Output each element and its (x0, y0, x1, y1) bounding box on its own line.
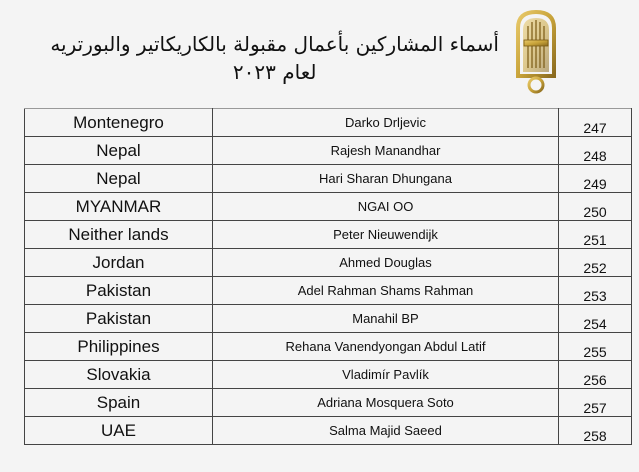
table-row (25, 221, 632, 249)
table-row (25, 305, 632, 333)
number-cell: 249 (559, 165, 632, 193)
country-cell: Pakistan (25, 277, 213, 305)
name-cell: Hari Sharan Dhungana (213, 165, 559, 193)
table-row (25, 361, 632, 389)
table-row (25, 109, 632, 137)
number-cell: 251 (559, 221, 632, 249)
name-cell: Peter Nieuwendijk (213, 221, 559, 249)
number-cell: 255 (559, 333, 632, 361)
country-cell: Neither lands (25, 221, 213, 249)
country-cell: Nepal (25, 165, 213, 193)
number-cell: 252 (559, 249, 632, 277)
country-cell: Nepal (25, 137, 213, 165)
table-row (25, 193, 632, 221)
participants-table (24, 108, 632, 445)
name-cell: Salma Majid Saeed (213, 417, 559, 445)
country-cell: Philippines (25, 333, 213, 361)
country-cell: Pakistan (25, 305, 213, 333)
number-cell: 258 (559, 417, 632, 445)
title-line-1: أسماء المشاركين بأعمال مقبولة بالكاريكاتير والبورتريه (50, 32, 499, 56)
golden-emblem-logo-icon (512, 6, 560, 96)
number-cell: 253 (559, 277, 632, 305)
country-cell: Slovakia (25, 361, 213, 389)
country-cell: UAE (25, 417, 213, 445)
table-row (25, 137, 632, 165)
name-cell: Ahmed Douglas (213, 249, 559, 277)
table-row (25, 417, 632, 445)
table-row (25, 249, 632, 277)
table-row (25, 333, 632, 361)
name-cell: Adriana Mosquera Soto (213, 389, 559, 417)
name-cell: Rajesh Manandhar (213, 137, 559, 165)
name-cell: NGAI OO (213, 193, 559, 221)
country-cell: Jordan (25, 249, 213, 277)
country-cell: Spain (25, 389, 213, 417)
table-row (25, 165, 632, 193)
page-header (0, 0, 639, 108)
name-cell: Vladimír Pavlík (213, 361, 559, 389)
number-cell: 247 (559, 109, 632, 137)
name-cell: Darko Drljevic (213, 109, 559, 137)
table-row (25, 277, 632, 305)
country-cell: MYANMAR (25, 193, 213, 221)
title-line-2: لعام ٢٠٢٣ (232, 60, 317, 84)
table-row (25, 389, 632, 417)
number-cell: 257 (559, 389, 632, 417)
page-title (50, 30, 499, 86)
country-cell: Montenegro (25, 109, 213, 137)
number-cell: 256 (559, 361, 632, 389)
name-cell: Rehana Vanendyongan Abdul Latif (213, 333, 559, 361)
number-cell: 248 (559, 137, 632, 165)
number-cell: 250 (559, 193, 632, 221)
name-cell: Manahil BP (213, 305, 559, 333)
name-cell: Adel Rahman Shams Rahman (213, 277, 559, 305)
number-cell: 254 (559, 305, 632, 333)
